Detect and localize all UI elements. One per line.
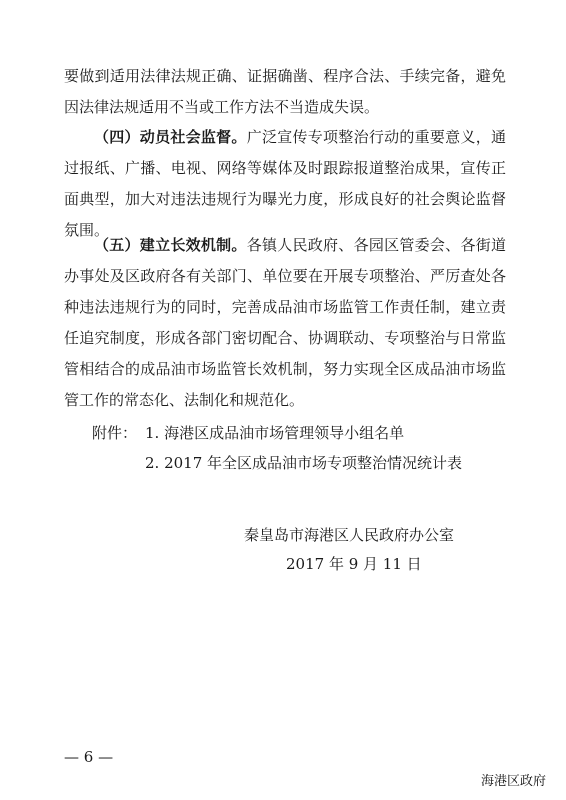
attachments-label: 附件： [92,424,138,442]
watermark-text: 海港区政府 [481,774,547,789]
section-heading: （五）建立长效机制。 [94,236,247,254]
section-heading: （四）动员社会监督。 [94,128,247,146]
section-long-term-mechanism [64,230,506,416]
signature-organization: 秦皇岛市海港区人民政府办公室 [244,526,455,544]
section-body: 广泛宣传专项整治行动的重要意义，通过报纸、广播、电视、网络等媒体及时跟踪报道整治成果，宣传正面典型，加大对违法违规行为曝光力度，形成良好的社会舆论监督氛围。 [64,128,506,239]
attachment-item: 2. 2017 年全区成品油市场专项整治情况统计表 [145,454,463,472]
section-mobilize-supervision [64,122,506,246]
signature-date: 2017 年 9 月 11 日 [286,555,422,573]
paragraph-continuation: 要做到适用法律法规正确、证据确凿、程序合法、手续完备，避免因法律法规适用不当或工作方法不当造成失误。 [64,67,506,116]
page-number: — 6 — [64,748,114,766]
attachment-item: 1. 海港区成品油市场管理领导小组名单 [145,424,405,442]
section-body: 各镇人民政府、各园区管委会、各街道办事处及区政府各有关部门、单位要在开展专项整治、严厉查处各种违法违规行为的同时，完善成品油市场监管工作责任制，建立责任追究制度，形成各部门密切配合、协调联动、专项整治与日常监管相结合的成品油市场监管长效机制，努力实现全区成品油市场监管工作的常态化、法制化和规范化。 [64,236,506,409]
